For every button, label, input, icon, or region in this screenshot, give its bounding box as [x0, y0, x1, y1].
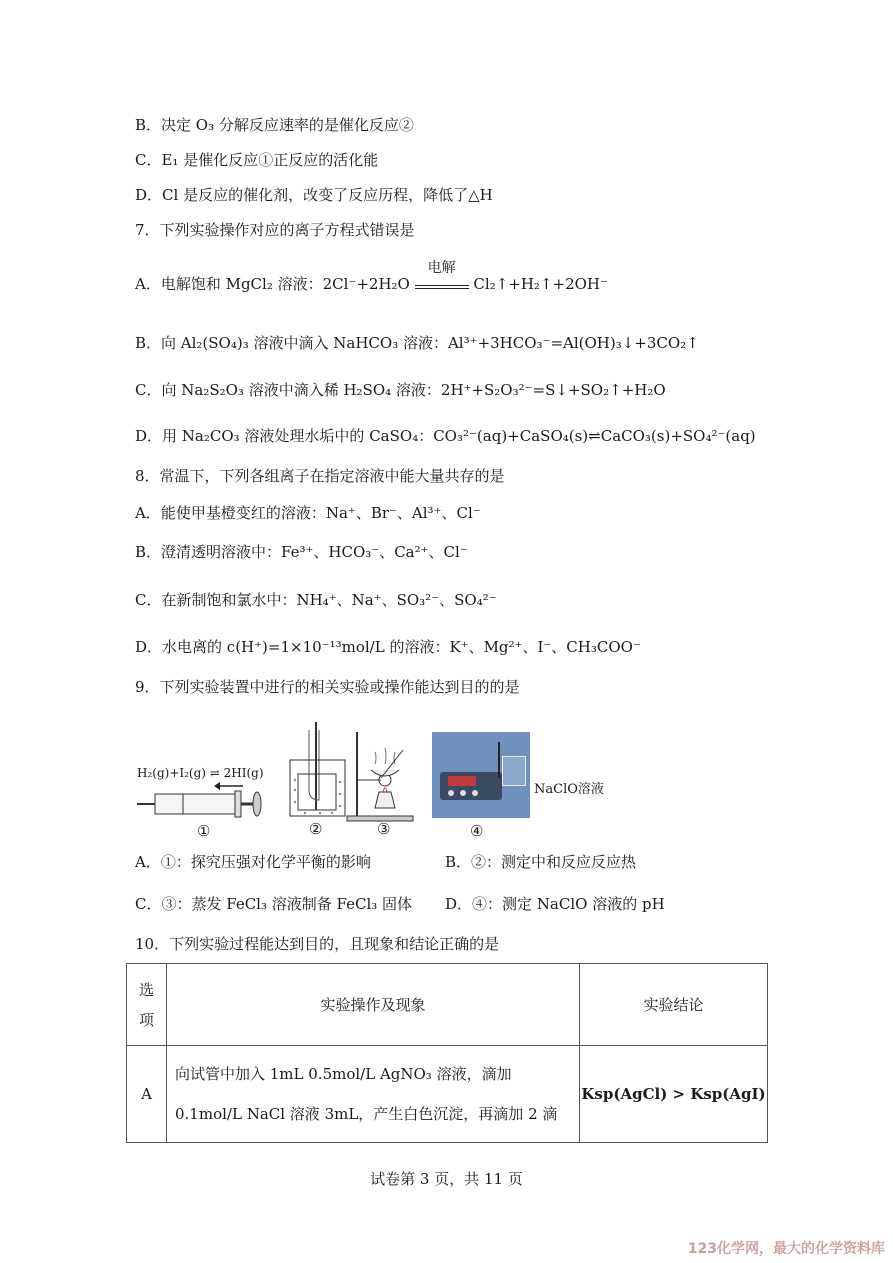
q6-option-b: B．决定 O₃ 分解反应速率的是催化反应②	[135, 116, 414, 134]
q10-stem: 10．下列实验过程能达到目的，且现象和结论正确的是	[135, 935, 500, 953]
q8-option-a: A．能使甲基橙变红的溶液：Na⁺、Br⁻、Al³⁺、Cl⁻	[135, 504, 481, 522]
q7-option-c: C．向 Na₂S₂O₃ 溶液中滴入稀 H₂SO₄ 溶液：2H⁺+S₂O₃²⁻=S↓+SO₂↑+H₂O	[135, 381, 666, 399]
electrolysis-arrow	[415, 260, 469, 289]
q9-option-c: C．③：蒸发 FeCl₃ 溶液制备 FeCl₃ 固体	[135, 895, 413, 913]
q6-option-d: D．Cl 是反应的催化剂，改变了反应历程，降低了△H	[135, 186, 493, 204]
q8-option-d: D．水电离的 c(H⁺)=1×10⁻¹³mol/L 的溶液：K⁺、Mg²⁺、I⁻、CH₃COO⁻	[135, 638, 641, 656]
q9-option-b: B．②：测定中和反应反应热	[445, 853, 637, 871]
naclo-solution-label: NaClO溶液	[534, 782, 604, 797]
header-option-cell	[127, 964, 167, 1046]
q8-option-b: B．澄清透明溶液中：Fe³⁺、HCO₃⁻、Ca²⁺、Cl⁻	[135, 543, 468, 561]
row-a-conclusion-cell: Ksp(AgCl) > Ksp(AgI)	[580, 1046, 768, 1143]
equilibrium-label: H₂(g)+I₂(g) ⇌ 2HI(g)	[137, 766, 264, 780]
q8-option-c: C．在新制饱和氯水中：NH₄⁺、Na⁺、SO₃²⁻、SO₄²⁻	[135, 591, 497, 609]
figure-4-number: ④	[470, 822, 484, 840]
q7-option-a-prefix: A．电解饱和 MgCl₂ 溶液：2Cl⁻+2H₂O	[135, 275, 410, 293]
calorimeter-figure	[285, 720, 350, 840]
q7-option-d: D．用 Na₂CO₃ 溶液处理水垢中的 CaSO₄：CO₃²⁻(aq)+CaSO₄(s)⇌CaCO₃(s)+SO₄²⁻(aq)	[135, 427, 756, 445]
figure-2-number: ②	[309, 820, 323, 838]
ph-meter-photo	[432, 732, 530, 818]
q7-option-a-suffix: Cl₂↑+H₂↑+2OH⁻	[473, 275, 608, 293]
syringe-apparatus-figure	[135, 760, 265, 840]
header-conclusion-cell: 实验结论	[580, 964, 768, 1046]
table-row	[127, 1046, 768, 1143]
q9-stem: 9．下列实验装置中进行的相关实验或操作能达到目的的是	[135, 678, 520, 696]
q7-option-a	[135, 260, 608, 294]
figure-1-number: ①	[197, 822, 211, 840]
evaporation-apparatus-figure	[345, 730, 420, 840]
row-a-operation-line-2: 0.1mol/L NaCl 溶液 3mL，产生白色沉淀，再滴加 2 滴	[175, 1105, 558, 1123]
watermark: 123化学网，最大的化学资料库	[687, 1241, 885, 1257]
table-header-row	[127, 964, 768, 1046]
q9-option-d: D．④：测定 NaClO 溶液的 pH	[445, 895, 665, 913]
figure-3-number: ③	[377, 820, 391, 838]
q10-options-table	[126, 963, 768, 1143]
ph-meter-figure	[432, 732, 612, 842]
evaporation-dish-icon	[345, 730, 420, 822]
q6-option-c: C．E₁ 是催化反应①正反应的活化能	[135, 151, 379, 169]
header-option-char-2: 项	[138, 1010, 154, 1029]
row-a-option-cell: A	[127, 1046, 167, 1143]
header-option-char-1: 选	[138, 980, 154, 999]
header-operation-cell: 实验操作及现象	[167, 964, 580, 1046]
q8-stem: 8．常温下，下列各组离子在指定溶液中能大量共存的是	[135, 467, 505, 485]
q7-option-b: B．向 Al₂(SO₄)₃ 溶液中滴入 NaHCO₃ 溶液：Al³⁺+3HCO₃⁻=Al(OH)₃↓+3CO₂↑	[135, 334, 699, 352]
q9-option-a: A．①：探究压强对化学平衡的影响	[135, 853, 371, 871]
q7-stem: 7．下列实验操作对应的离子方程式错误是	[135, 221, 415, 239]
page-footer: 试卷第 3 页，共 11 页	[370, 1170, 523, 1188]
electrolysis-condition: 电解	[427, 260, 456, 276]
calorimeter-icon	[285, 720, 350, 820]
row-a-operation-cell	[167, 1046, 580, 1143]
row-a-operation-line-1: 向试管中加入 1mL 0.5mol/L AgNO₃ 溶液，滴加	[175, 1065, 512, 1083]
